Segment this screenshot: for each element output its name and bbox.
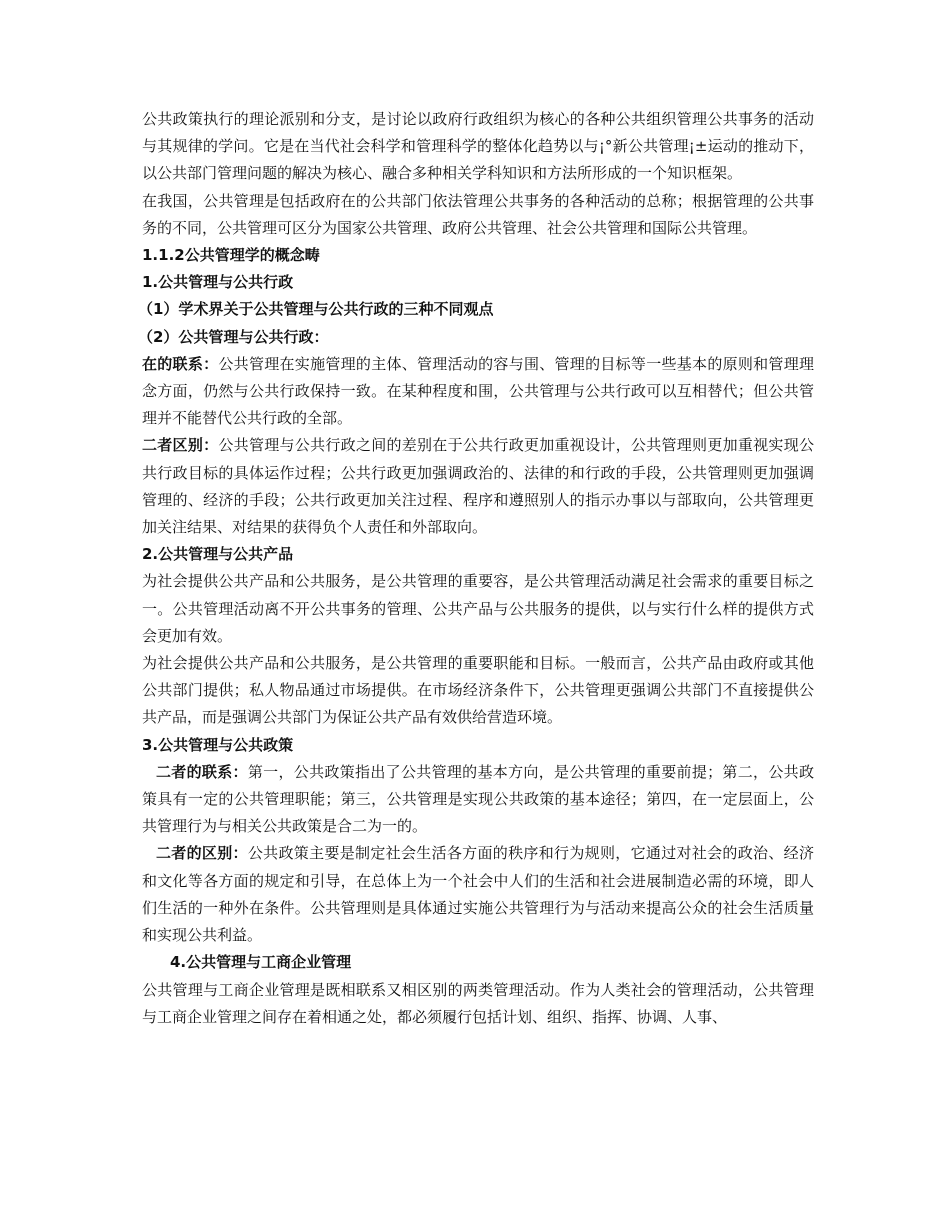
subsection-heading-3: 3.公共管理与公共政策 [142, 735, 294, 754]
subsection-heading-1a: （1）学术界关于公共管理与公共行政的三种不同观点 [138, 300, 494, 319]
lead-policy-link: 二者的联系： [156, 762, 248, 781]
paragraph-policy-difference [142, 840, 814, 949]
text-difference: 公共管理与公共行政之间的差别在于公共行政更加重视设计，公共管理则更加重视实现公共行政目标的具体运作过程；公共行政更加强调政治的、法律的和行政的手段，公共管理则更加强调管理的、经济的手段；公共行政更加关注过程、程序和遵照别人的指示办事以与部取向，公共管理更加关注结果、对结果的获得负个人责任和外部取向。 [142, 436, 814, 537]
paragraph-public-goods-a: 为社会提供公共产品和公共服务，是公共管理的重要容，是公共管理活动满足社会需求的重要目标之一。公共管理活动离不开公共事务的管理、公共产品与公共服务的提供，以与实行什么样的提供方式会更加有效。 [142, 572, 814, 645]
paragraph-public-goods-b: 为社会提供公共产品和公共服务，是公共管理的重要职能和目标。一般而言，公共产品由政府或其他公共部门提供；私人物品通过市场提供。在市场经济条件下，公共管理更强调公共部门不直接提供公共产品，而是强调公共部门为保证公共产品有效供给营造环境。 [142, 654, 814, 727]
paragraph-business-management: 公共管理与工商企业管理是既相联系又相区别的两类管理活动。作为人类社会的管理活动，公共管理与工商企业管理之间存在着相通之处，都必须履行包括计划、组织、指挥、协调、人事、 [142, 980, 814, 1026]
subsection-heading-1b: （2）公共管理与公共行政： [138, 327, 329, 346]
lead-link: 在的联系： [142, 354, 219, 373]
lead-difference: 二者区别： [142, 436, 219, 455]
document-page [138, 106, 814, 1031]
subsection-heading-1: 1.公共管理与公共行政 [142, 273, 294, 292]
text-policy-difference: 公共政策主要是制定社会生活各方面的秩序和行为规则，它通过对社会的政治、经济和文化等各方面的规定和引导，在总体上为一个社会中人们的生活和社会进展制造必需的环境，即人们生活的一种外在条件。公共管理则是具体通过实施公共管理行为与活动来提高公众的社会生活质量和实现公共利益。 [142, 844, 814, 945]
lead-policy-difference: 二者的区别： [156, 844, 248, 863]
paragraph-link [142, 351, 814, 433]
paragraph-policy-link [142, 759, 814, 841]
text-policy-link: 第一，公共政策指出了公共管理的基本方向，是公共管理的重要前提；第二，公共政策具有一定的公共管理职能；第三，公共管理是实现公共政策的基本途径；第四，在一定层面上，公共管理行为与相关公共政策是合二为一的。 [142, 762, 814, 836]
section-heading-1-1-2: 1.1.2公共管理学的概念畴 [142, 246, 320, 265]
text-link: 公共管理在实施管理的主体、管理活动的容与围、管理的目标等一些基本的原则和管理理念方面，仍然与公共行政保持一致。在某种程度和围，公共管理与公共行政可以互相替代；但公共管理并不能替代公共行政的全部。 [142, 354, 814, 428]
subsection-heading-2: 2.公共管理与公共产品 [142, 545, 294, 564]
paragraph-difference [142, 432, 814, 541]
subsection-heading-4: 4.公共管理与工商企业管理 [170, 953, 352, 972]
paragraph-public-management-definition: 公共政策执行的理论派别和分支，是讨论以政府行政组织为核心的各种公共组织管理公共事务的活动与其规律的学问。它是在当代社会科学和管理科学的整体化趋势以与¡°新公共管理¡±运动的推动下，以公共部门管理问题的解决为核心、融合多种相关学科知识和方法所形成的一个知识框架。 [142, 110, 814, 183]
paragraph-public-management-china: 在我国，公共管理是包括政府在的公共部门依法管理公共事务的各种活动的总称；根据管理的公共事务的不同，公共管理可区分为国家公共管理、政府公共管理、社会公共管理和国际公共管理。 [142, 191, 814, 237]
